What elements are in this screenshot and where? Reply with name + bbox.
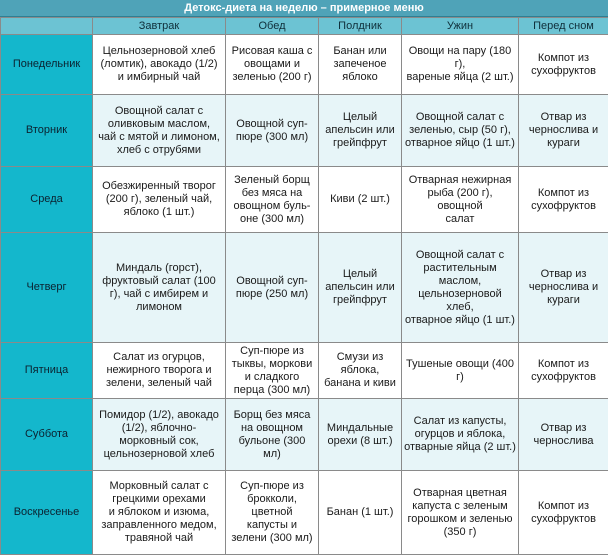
day-cell: Пятница xyxy=(1,343,93,399)
cell-line: Целый xyxy=(321,111,399,124)
cell-line: маслом, xyxy=(404,275,516,288)
cell-line: пюре (300 мл) xyxy=(228,131,316,144)
header-snack: Полдник xyxy=(319,18,402,35)
cell-line: растительным xyxy=(404,262,516,275)
dinner-cell xyxy=(402,233,519,343)
cell-line: фруктовый салат (100 xyxy=(95,275,223,288)
cell-line: на овощном xyxy=(228,422,316,435)
cell-line: цельнозерновой хлеб, xyxy=(404,288,516,314)
cell-line: (350 г) xyxy=(404,526,516,539)
cell-line: цельнозерновой хлеб xyxy=(95,448,223,461)
cell-line: Целый xyxy=(321,268,399,281)
cell-line: Рисовая каша с xyxy=(228,45,316,58)
day-cell: Среда xyxy=(1,167,93,233)
breakfast-cell xyxy=(93,399,226,471)
lunch-cell xyxy=(226,399,319,471)
table-row xyxy=(1,233,608,343)
header-bedtime: Перед сном xyxy=(519,18,608,35)
table-row xyxy=(1,471,608,555)
bedtime-cell xyxy=(519,35,608,95)
header-dinner: Ужин xyxy=(402,18,519,35)
cell-line: орехи (8 шт.) xyxy=(321,435,399,448)
cell-line: Зеленый борщ xyxy=(228,174,316,187)
cell-line: Овощной салат с xyxy=(404,111,516,124)
dinner-cell xyxy=(402,343,519,399)
table-row xyxy=(1,399,608,471)
table-row xyxy=(1,35,608,95)
cell-line: морковный сок, xyxy=(95,435,223,448)
snack-cell xyxy=(319,399,402,471)
cell-line: и сладкого xyxy=(228,371,316,384)
cell-line: яблоко xyxy=(321,71,399,84)
cell-line: сухофруктов xyxy=(521,65,606,78)
lunch-cell xyxy=(226,35,319,95)
cell-line: апельсин или xyxy=(321,124,399,137)
cell-line: отварное яйцо (1 шт.) xyxy=(404,314,516,327)
lunch-cell xyxy=(226,233,319,343)
table-row xyxy=(1,343,608,399)
breakfast-cell xyxy=(93,35,226,95)
cell-line: сухофруктов xyxy=(521,200,606,213)
cell-line: Банан (1 шт.) xyxy=(321,506,399,519)
table-row xyxy=(1,95,608,167)
cell-line: и яблоком и изюма, xyxy=(95,506,223,519)
cell-line: кураги xyxy=(521,294,606,307)
cell-line: Тушеные овощи (400 г) xyxy=(404,358,516,384)
lunch-cell xyxy=(226,343,319,399)
cell-line: Цельнозерновой хлеб xyxy=(95,45,223,58)
cell-line: брокколи, xyxy=(228,493,316,506)
cell-line: рыба (200 г), овощной xyxy=(404,187,516,213)
cell-line: оливковым маслом, xyxy=(95,118,223,131)
cell-line: зеленью (200 г) xyxy=(228,71,316,84)
cell-line: Компот из xyxy=(521,52,606,65)
cell-line: Компот из xyxy=(521,187,606,200)
bedtime-cell xyxy=(519,233,608,343)
cell-line: Суп-пюре из xyxy=(228,480,316,493)
cell-line: зелени (300 мл) xyxy=(228,532,316,545)
table-row xyxy=(1,167,608,233)
cell-line: апельсин или xyxy=(321,281,399,294)
cell-line: сухофруктов xyxy=(521,513,606,526)
snack-cell xyxy=(319,95,402,167)
cell-line: Миндаль (горст), xyxy=(95,262,223,275)
cell-line: салат xyxy=(404,213,516,226)
cell-line: (ломтик), авокадо (1/2) xyxy=(95,58,223,71)
cell-line: грецкими орехами xyxy=(95,493,223,506)
cell-line: оне (300 мл) xyxy=(228,213,316,226)
cell-line: Обезжиренный творог xyxy=(95,180,223,193)
dinner-cell xyxy=(402,167,519,233)
cell-line: Овощной салат с xyxy=(404,249,516,262)
cell-line: горошком и зеленью xyxy=(404,513,516,526)
cell-line: чернослива и xyxy=(521,281,606,294)
breakfast-cell xyxy=(93,343,226,399)
cell-line: Суп-пюре из xyxy=(228,345,316,358)
cell-line: капуста с зеленым xyxy=(404,500,516,513)
cell-line: хлеб с отрубями xyxy=(95,144,223,157)
cell-line: (1/2), яблочно- xyxy=(95,422,223,435)
lunch-cell xyxy=(226,95,319,167)
cell-line: Салат из капусты, xyxy=(404,415,516,428)
cell-line: Отварная цветная xyxy=(404,487,516,500)
cell-line: грейпфрут xyxy=(321,294,399,307)
day-cell: Вторник xyxy=(1,95,93,167)
bedtime-cell xyxy=(519,399,608,471)
day-cell: Четверг xyxy=(1,233,93,343)
cell-line: лимоном xyxy=(95,301,223,314)
cell-line: Компот из xyxy=(521,500,606,513)
header-breakfast: Завтрак xyxy=(93,18,226,35)
cell-line: Овощной суп- xyxy=(228,118,316,131)
cell-line: Помидор (1/2), авокадо xyxy=(95,409,223,422)
cell-line: Отварная нежирная xyxy=(404,174,516,187)
dinner-cell xyxy=(402,471,519,555)
day-cell: Суббота xyxy=(1,399,93,471)
header-lunch: Обед xyxy=(226,18,319,35)
cell-line: г), чай с имбирем и xyxy=(95,288,223,301)
cell-line: Борщ без мяса xyxy=(228,409,316,422)
cell-line: без мяса на xyxy=(228,187,316,200)
cell-line: нежирного творога и xyxy=(95,364,223,377)
cell-line: мл) xyxy=(228,448,316,461)
cell-line: цветной xyxy=(228,506,316,519)
breakfast-cell xyxy=(93,233,226,343)
snack-cell xyxy=(319,167,402,233)
cell-line: Отвар из xyxy=(521,268,606,281)
cell-line: чернослива и xyxy=(521,124,606,137)
snack-cell xyxy=(319,233,402,343)
bedtime-cell xyxy=(519,471,608,555)
cell-line: овощном буль- xyxy=(228,200,316,213)
bedtime-cell xyxy=(519,167,608,233)
lunch-cell xyxy=(226,471,319,555)
cell-line: банана и киви xyxy=(321,377,399,390)
dinner-cell xyxy=(402,399,519,471)
bedtime-cell xyxy=(519,343,608,399)
cell-line: перца (300 мл) xyxy=(228,384,316,397)
lunch-cell xyxy=(226,167,319,233)
cell-line: Смузи из xyxy=(321,351,399,364)
day-cell: Воскресенье xyxy=(1,471,93,555)
cell-line: Компот из xyxy=(521,358,606,371)
cell-line: зеленью, сыр (50 г), xyxy=(404,124,516,137)
cell-line: Киви (2 шт.) xyxy=(321,193,399,206)
snack-cell xyxy=(319,471,402,555)
cell-line: грейпфрут xyxy=(321,137,399,150)
cell-line: тыквы, моркови xyxy=(228,358,316,371)
cell-line: сухофруктов xyxy=(521,371,606,384)
cell-line: отварное яйцо (1 шт.) xyxy=(404,137,516,150)
cell-line: Салат из огурцов, xyxy=(95,351,223,364)
cell-line: Отвар из чернослива xyxy=(521,422,606,448)
cell-line: вареные яйца (2 шт.) xyxy=(404,71,516,84)
cell-line: травяной чай xyxy=(95,532,223,545)
cell-line: Овощной суп- xyxy=(228,275,316,288)
cell-line: Овощной салат с xyxy=(95,105,223,118)
snack-cell xyxy=(319,35,402,95)
breakfast-cell xyxy=(93,167,226,233)
snack-cell xyxy=(319,343,402,399)
dinner-cell xyxy=(402,95,519,167)
cell-line: капусты и xyxy=(228,519,316,532)
cell-line: овощами и xyxy=(228,58,316,71)
day-cell: Понедельник xyxy=(1,35,93,95)
cell-line: (200 г), зеленый чай, xyxy=(95,193,223,206)
breakfast-cell xyxy=(93,471,226,555)
breakfast-cell xyxy=(93,95,226,167)
cell-line: запеченое xyxy=(321,58,399,71)
cell-line: заправленного медом, xyxy=(95,519,223,532)
menu-table xyxy=(0,17,608,555)
cell-line: отварные яйца (2 шт.) xyxy=(404,441,516,454)
cell-line: Овощи на пару (180 г), xyxy=(404,45,516,71)
cell-line: зелени, зеленый чай xyxy=(95,377,223,390)
dinner-cell xyxy=(402,35,519,95)
header-row xyxy=(1,18,608,35)
bedtime-cell xyxy=(519,95,608,167)
cell-line: кураги xyxy=(521,137,606,150)
cell-line: яблока, xyxy=(321,364,399,377)
cell-line: Отвар из xyxy=(521,111,606,124)
cell-line: и имбирный чай xyxy=(95,71,223,84)
cell-line: Банан или xyxy=(321,45,399,58)
cell-line: огурцов и яблока, xyxy=(404,428,516,441)
cell-line: Морковный салат с xyxy=(95,480,223,493)
cell-line: бульоне (300 xyxy=(228,435,316,448)
cell-line: Миндальные xyxy=(321,422,399,435)
page-title: Детокс-диета на неделю – примерное меню xyxy=(0,0,608,17)
cell-line: яблоко (1 шт.) xyxy=(95,206,223,219)
header-corner xyxy=(1,18,93,35)
cell-line: чай с мятой и лимоном, xyxy=(95,131,223,144)
cell-line: пюре (250 мл) xyxy=(228,288,316,301)
